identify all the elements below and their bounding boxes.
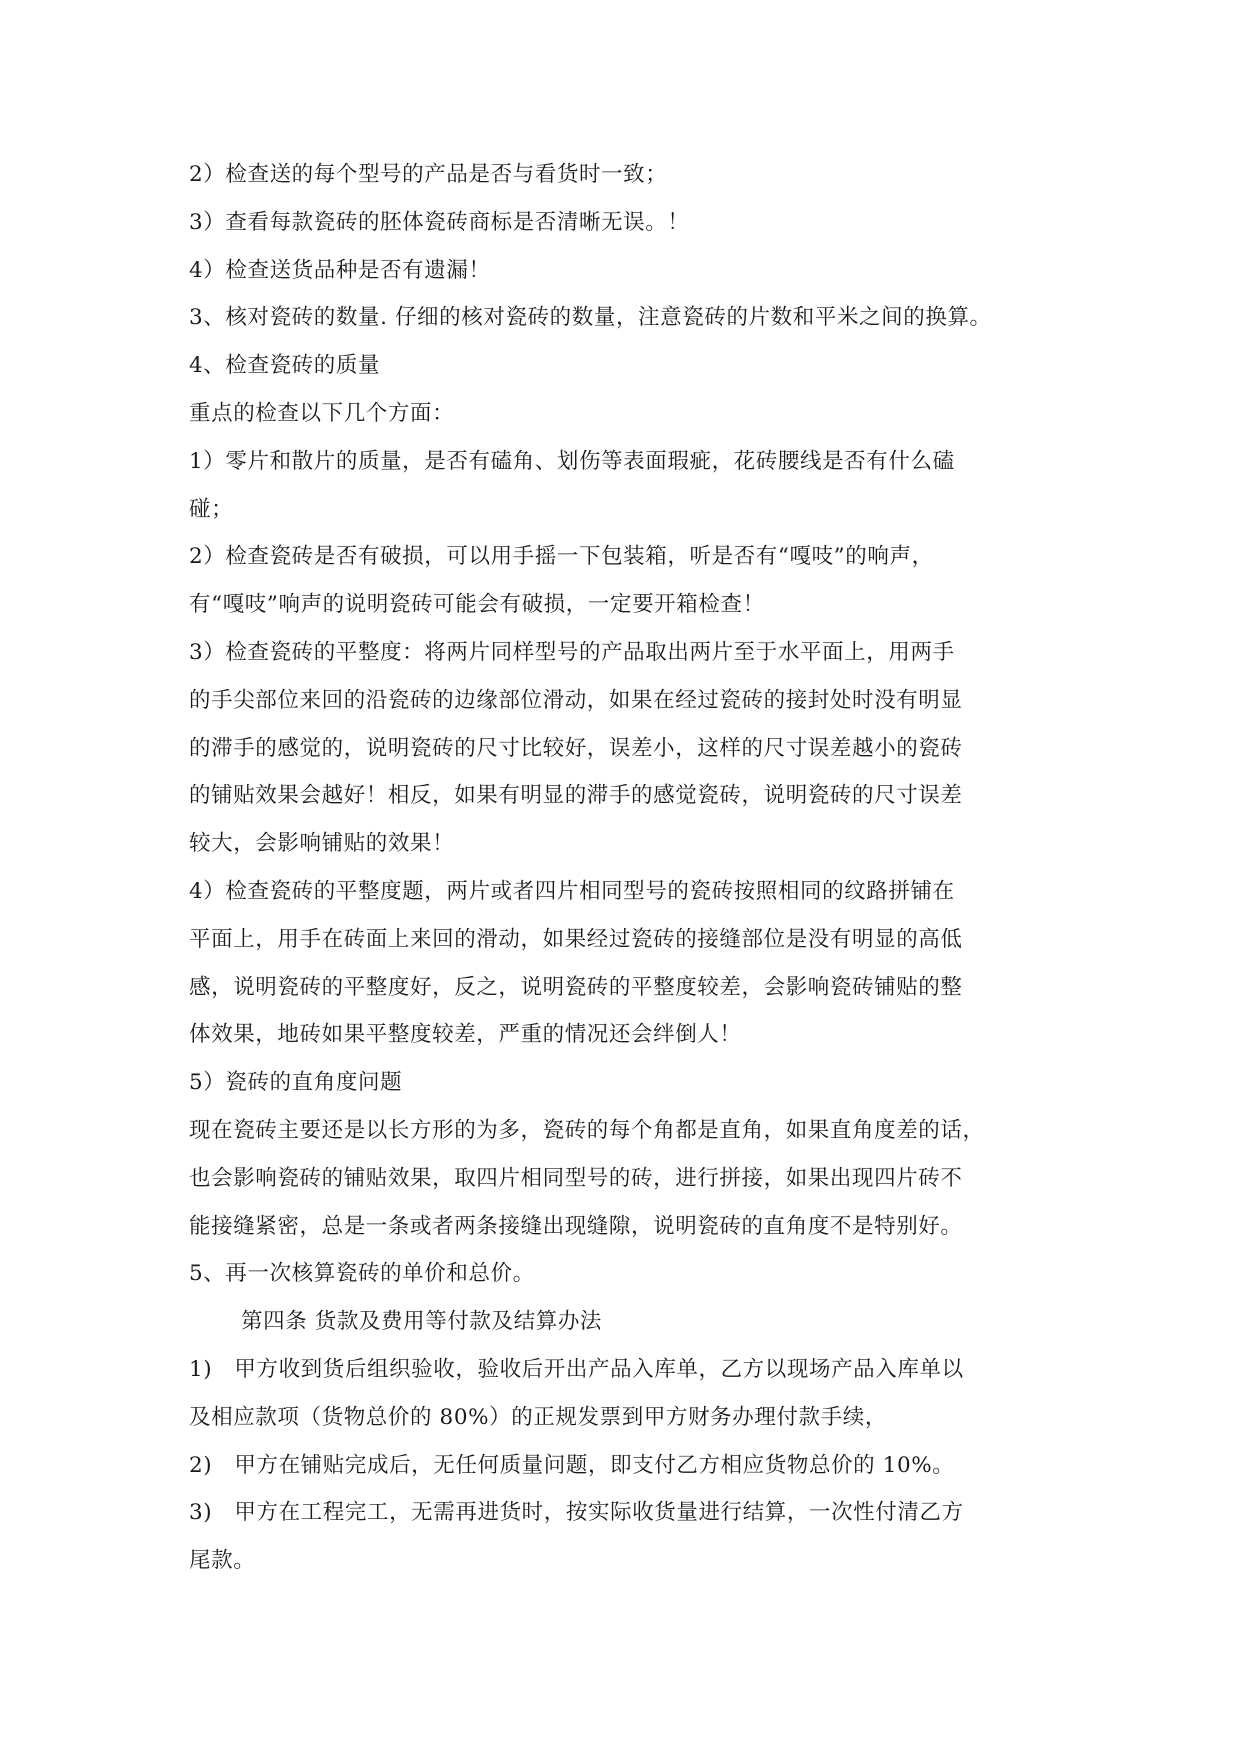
text-line: 1) 甲方收到货后组织验收，验收后开出产品入库单，乙方以现场产品入库单以 (189, 1356, 964, 1382)
text-line: 3) 甲方在工程完工，无需再进货时，按实际收货量进行结算，一次性付清乙方 (189, 1500, 964, 1526)
text-line: 1）零片和散片的质量，是否有磕角、划伤等表面瑕疵，花砖腰线是否有什么磕 (189, 448, 955, 474)
text-line: 较大，会影响铺贴的效果！ (189, 831, 455, 857)
text-line: 也会影响瓷砖的铺贴效果，取四片相同型号的砖，进行拼接，如果出现四片砖不 (189, 1165, 963, 1191)
text-line: 感，说明瓷砖的平整度好，反之，说明瓷砖的平整度较差，会影响瓷砖铺贴的整 (189, 974, 963, 1000)
text-line: 3）检查瓷砖的平整度：将两片同样型号的产品取出两片至于水平面上，用两手 (189, 639, 955, 665)
text-line: 的滞手的感觉的，说明瓷砖的尺寸比较好，误差小，这样的尺寸误差越小的瓷砖 (189, 735, 963, 761)
text-line: 4）检查送货品种是否有遗漏！ (189, 257, 491, 283)
section-heading: 4、检查瓷砖的质量 (189, 353, 381, 379)
text-line: 3）查看每款瓷砖的胚体瓷砖商标是否清晰无误。！ (189, 209, 690, 235)
text-line: 2）检查送的每个型号的产品是否与看货时一致； (189, 162, 668, 187)
text-line: 尾款。 (189, 1548, 256, 1574)
text-line: 2）检查瓷砖是否有破损，可以用手摇一下包装箱，听是否有“嘎吱”的响声， (189, 544, 934, 570)
text-line: 5）瓷砖的直角度问题 (189, 1070, 403, 1096)
document-page (189, 151, 1059, 1585)
text-line: 平面上，用手在砖面上来回的滑动，如果经过瓷砖的接缝部位是没有明显的高低 (189, 926, 963, 952)
text-line: 4）检查瓷砖的平整度题，两片或者四片相同型号的瓷砖按照相同的纹路拼铺在 (189, 878, 955, 904)
text-line: 碰； (189, 496, 234, 522)
text-line: 有“嘎吱”响声的说明瓷砖可能会有破损，一定要开箱检查！ (189, 592, 765, 618)
text-line: 及相应款项（货物总价的 80%）的正规发票到甲方财务办理付款手续， (189, 1404, 887, 1430)
text-line: 的手尖部位来回的沿瓷砖的边缘部位滑动，如果在经过瓷砖的接封处时没有明显 (189, 687, 963, 713)
text-line: 2) 甲方在铺贴完成后，无任何质量问题，即支付乙方相应货物总价的 10%。 (189, 1452, 955, 1478)
text-line: 现在瓷砖主要还是以长方形的为多，瓷砖的每个角都是直角，如果直角度差的话， (189, 1117, 985, 1143)
text-line: 重点的检查以下几个方面： (189, 400, 455, 426)
text-line: 体效果，地砖如果平整度较差，严重的情况还会绊倒人！ (189, 1022, 742, 1048)
article-heading: 第四条 货款及费用等付款及结算办法 (241, 1309, 603, 1335)
text-line: 3、核对瓷砖的数量. 仔细的核对瓷砖的数量，注意瓷砖的片数和平米之间的换算。 (189, 305, 992, 331)
text-line: 5、再一次核算瓷砖的单价和总价。 (189, 1261, 535, 1287)
text-line: 的铺贴效果会越好！相反，如果有明显的滞手的感觉瓷砖，说明瓷砖的尺寸误差 (189, 783, 963, 809)
text-line: 能接缝紧密，总是一条或者两条接缝出现缝隙，说明瓷砖的直角度不是特别好。 (189, 1213, 963, 1239)
